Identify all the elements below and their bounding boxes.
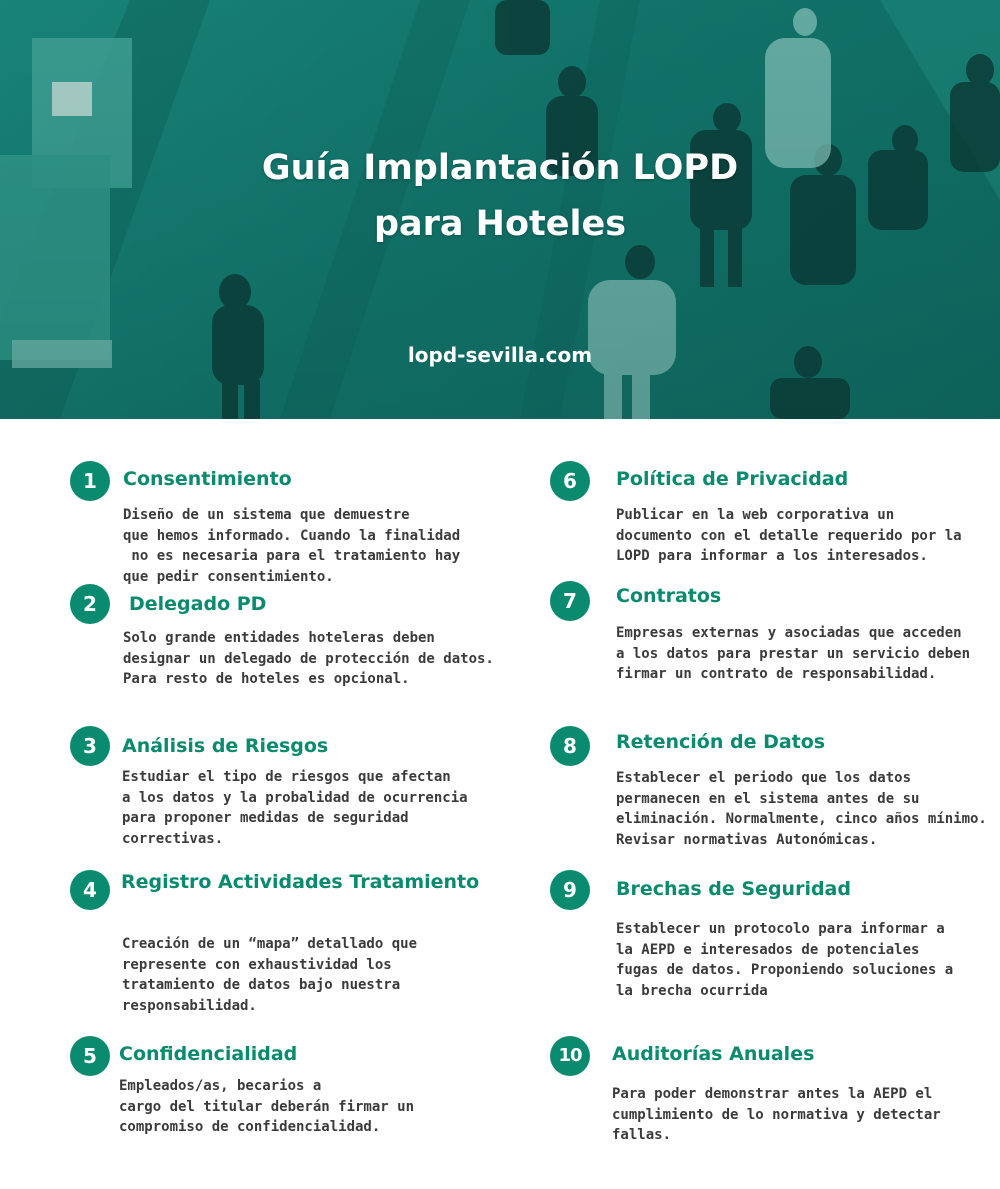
step-number-10: 10 (550, 1036, 590, 1076)
hero-title (0, 140, 1000, 252)
step-title-8: Retención de Datos (616, 731, 826, 753)
step-number-4: 4 (70, 870, 110, 910)
step-number-3: 3 (70, 726, 110, 766)
step-title-9: Brechas de Seguridad (616, 878, 851, 900)
hero-title-line-1: Guía Implantación LOPD (261, 148, 739, 188)
step-description-2: Solo grande entidades hoteleras deben designar un delegado de protección de datos. Para resto de hoteles es opcional. (123, 630, 494, 687)
step-title-7: Contratos (616, 585, 722, 607)
step-title-2: Delegado PD (129, 593, 267, 615)
step-number-9: 9 (550, 870, 590, 910)
step-number-8: 8 (550, 726, 590, 766)
step-number-1: 1 (70, 461, 110, 501)
step-description-5: Empleados/as, becarios a cargo del titular deberán firmar un compromiso de confidencialidad. (119, 1078, 415, 1135)
hero-banner (0, 0, 1000, 419)
step-title-4: Registro Actividades Tratamiento (121, 871, 480, 893)
step-number-7: 7 (550, 581, 590, 621)
step-description-1: Diseño de un sistema que demuestre que hemos informado. Cuando la finalidad no es necesaria para el tratamiento hay que pedir consentimiento. (123, 507, 461, 585)
step-description-8: Establecer el periodo que los datos permanecen en el sistema antes de su eliminación. Normalmente, cinco años mínimo. Revisar normativas Autonómicas. (616, 770, 987, 848)
step-description-10: Para poder demonstrar antes la AEPD el cumplimiento de lo normativa y detectar fallas. (612, 1086, 941, 1143)
step-number-2: 2 (70, 584, 110, 624)
step-number-5: 5 (70, 1036, 110, 1076)
step-title-10: Auditorías Anuales (612, 1043, 815, 1065)
hero-website: lopd-sevilla.com (407, 343, 593, 367)
step-title-1: Consentimiento (123, 468, 292, 490)
step-title-5: Confidencialidad (119, 1043, 298, 1065)
step-description-9: Establecer un protocolo para informar a la AEPD e interesados de potenciales fugas de datos. Proponiendo soluciones a la brecha ocurrida (616, 921, 954, 999)
step-description-6: Publicar en la web corporativa un documento con el detalle requerido por la LOPD para informar a los interesados. (616, 507, 962, 564)
step-description-3: Estudiar el tipo de riesgos que afectan a los datos y la probalidad de ocurrencia para proponer medidas de seguridad correctivas. (122, 769, 468, 847)
step-number-6: 6 (550, 461, 590, 501)
step-title-3: Análisis de Riesgos (122, 735, 329, 757)
step-title-6: Política de Privacidad (616, 468, 849, 490)
step-description-4: Creación de un “mapa” detallado que represente con exhaustividad los tratamiento de datos bajo nuestra responsabilidad. (122, 936, 418, 1014)
hero-title-line-2: para Hoteles (373, 204, 627, 244)
step-description-7: Empresas externas y asociadas que acceden a los datos para prestar un servicio deben firmar un contrato de responsabilidad. (616, 625, 971, 682)
